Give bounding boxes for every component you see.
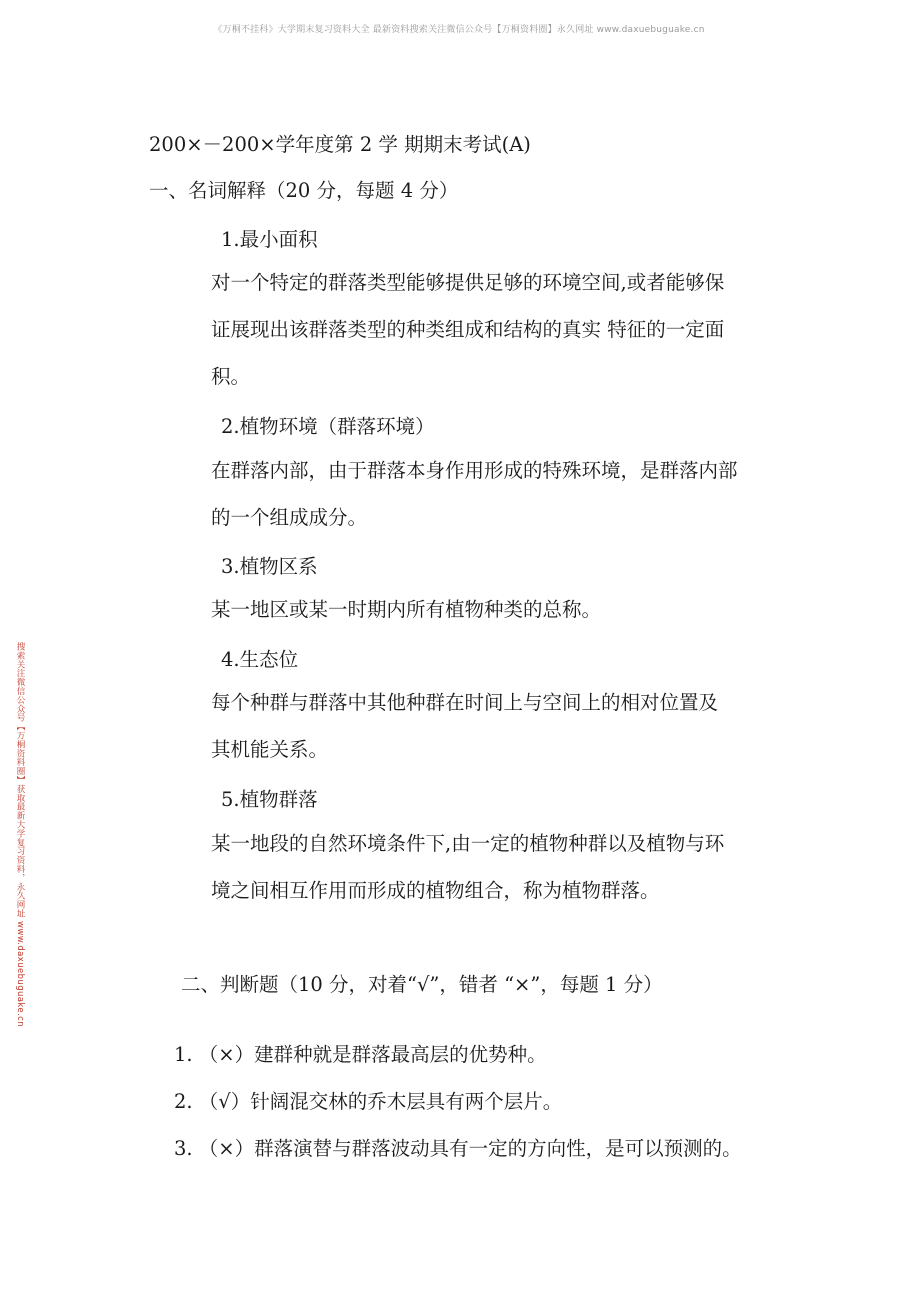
term-1: 1.最小面积 [221,228,318,251]
definition-1-line-2: 证展现出该群落类型的种类组成和结构的真实 特征的一定面 [211,318,725,341]
exam-title: 200×－200×学年度第 2 学 期期末考试(A) [149,133,531,156]
section2-heading: 二、判断题（10 分，对着“√”，错者 “×”，每题 1 分） [181,973,663,996]
definition-4-line-2: 其机能关系。 [211,738,329,761]
definition-3-line-1: 某一地区或某一时期内所有植物种类的总称。 [211,598,602,621]
page-watermark-header: 《万桐不挂科》大学期末复习资料大全 最新资料搜索关注微信公众号【万桐资料圈】永久网址 www.daxuebuguake.cn [213,25,705,35]
section1-heading: 一、名词解释（20 分，每题 4 分） [149,179,459,202]
term-3: 3.植物区系 [221,555,318,578]
judgement-item-1: 1. （×）建群种就是群落最高层的优势种。 [174,1043,547,1066]
judgement-item-2: 2. （√）针阔混交林的乔木层具有两个层片。 [174,1090,563,1113]
side-watermark: 搜索关注微信公众号【万桐资料圈】获取最新大学复习资料，永久网址 www.daxuebuguake.cn [15,642,25,1028]
definition-2-line-1: 在群落内部，由于群落本身作用形成的特殊环境，是群落内部 [211,459,738,482]
term-2: 2.植物环境（群落环境） [221,415,435,438]
definition-4-line-1: 每个种群与群落中其他种群在时间上与空间上的相对位置及 [211,691,719,714]
term-4: 4.生态位 [221,648,299,671]
definition-5-line-2: 境之间相互作用而形成的植物组合，称为植物群落。 [211,879,660,902]
definition-5-line-1: 某一地段的自然环境条件下,由一定的植物种群以及植物与环 [211,832,725,855]
definition-1-line-3: 积。 [211,365,251,388]
definition-2-line-2: 的一个组成成分。 [211,506,368,529]
term-5: 5.植物群落 [221,788,318,811]
definition-1-line-1: 对一个特定的群落类型能够提供足够的环境空间,或者能够保 [211,271,725,294]
judgement-item-3: 3. （×）群落演替与群落波动具有一定的方向性，是可以预测的。 [174,1137,742,1160]
